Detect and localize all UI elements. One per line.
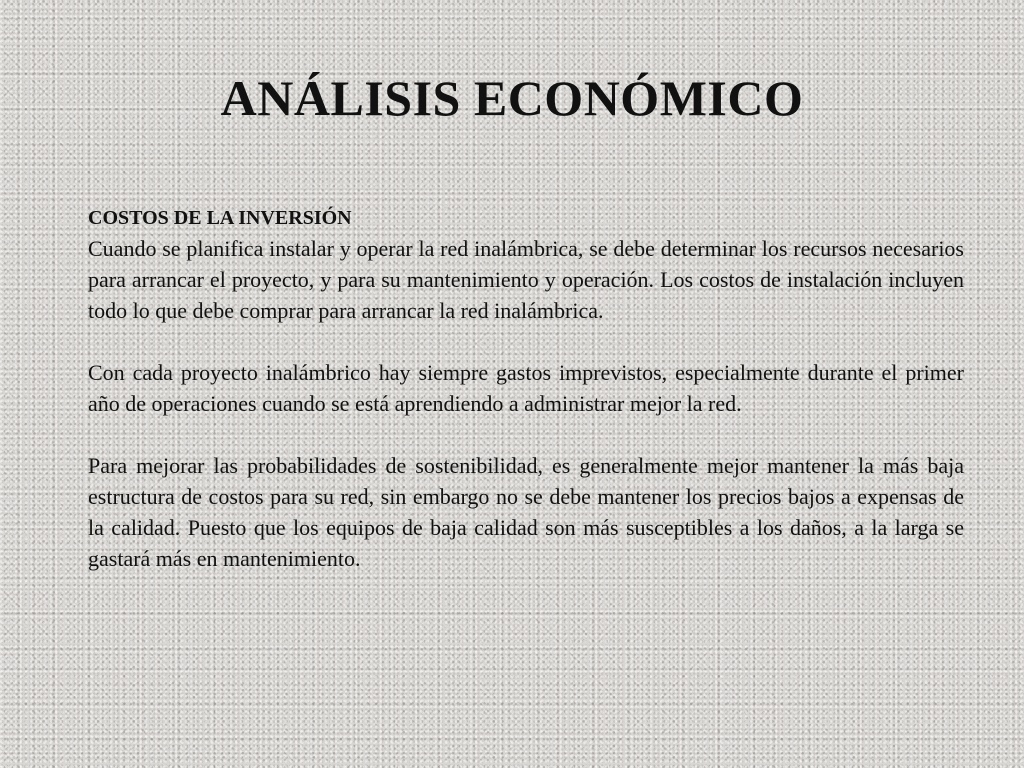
paragraph-spacer bbox=[88, 419, 964, 450]
paragraph-spacer bbox=[88, 326, 964, 357]
slide-body bbox=[88, 203, 964, 574]
paragraph-1: Cuando se planifica instalar y operar la red inalámbrica, se debe determinar los recursos necesarios para arrancar el proyecto, y para su mantenimiento y operación. Los costos de instalación incluyen todo lo que debe comprar para arrancar la red inalámbrica. bbox=[88, 236, 964, 323]
paragraph-2: Con cada proyecto inalámbrico hay siempre gastos imprevistos, especialmente durante el primer año de operaciones cuando se está aprendiendo a administrar mejor la red. bbox=[88, 360, 964, 416]
paragraph-3: Para mejorar las probabilidades de sostenibilidad, es generalmente mejor mantener la más baja estructura de costos para su red, sin embargo no se debe mantener los precios bajos a expensas de la calidad. Puesto que los equipos de baja calidad son más susceptibles a los daños, a la larga se gastará más en mantenimiento. bbox=[88, 453, 964, 571]
slide-title: ANÁLISIS ECONÓMICO bbox=[220, 70, 804, 126]
section-heading: COSTOS DE LA INVERSIÓN bbox=[88, 207, 352, 229]
